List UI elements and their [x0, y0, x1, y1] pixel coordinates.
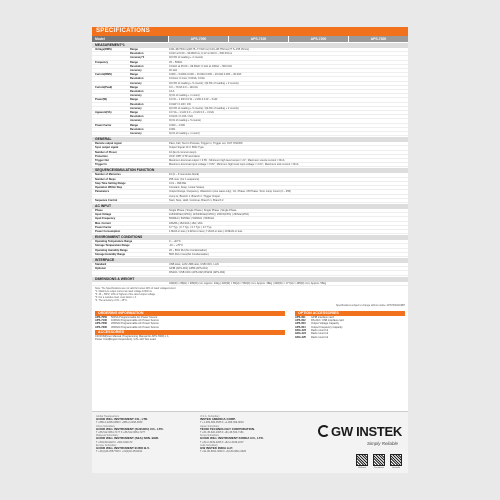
row-sublabel: Accuracy [130, 106, 142, 110]
row-label: Max. Current [95, 221, 111, 225]
environment-table [92, 240, 408, 257]
item-desc: Output Voltage Capacity [311, 322, 339, 326]
item-desc: GPIB interface card [311, 315, 334, 319]
section-sequence: SEQUENCE/SIMULATION FUNCTION [92, 168, 408, 173]
row-label [92, 94, 130, 97]
row-sublabel: Resolution [130, 102, 144, 106]
row-label: Standard [95, 262, 107, 266]
row-value: Maximum low level input voltage = 0.8V ; Minimum high level input voltage = 2.0V ; Maximum sink current = 8mA [169, 163, 299, 167]
row-sublabel: Range [130, 85, 138, 89]
row-label: Phase [95, 208, 103, 212]
qr-code-icon [356, 454, 368, 466]
table-row [92, 253, 408, 257]
row-value: 0.1A [169, 90, 175, 94]
item-code: APS-7050 [95, 315, 107, 319]
qr-label: Website [358, 467, 366, 469]
footer-nm: GOOD WILL INSTRUMENT KOREA CO., LTD. [200, 436, 264, 441]
measurement-table [92, 48, 408, 136]
row-value: 0.00~38.75Vrms(38.75~77.5Vrms) 0.00~38.75Vrms(77.5~155.0Vrms) [169, 48, 250, 51]
footer-tel: T +886-2-2268-0389 F +886-2-2268-0639 [96, 421, 143, 425]
row-label [92, 52, 130, 55]
row-value: ±(1% of reading + 1 count) [169, 94, 200, 98]
item-code: GRA-423 [295, 328, 306, 332]
footer-tel: T +1-909-399-3535 F +1-909-399-0819 [200, 421, 244, 425]
row-label [92, 103, 130, 106]
row-label: Power Factor [95, 123, 112, 127]
footer-nm: TEXIO TECHNOLOGY CORPORATION. [200, 426, 255, 431]
row-value: Start, Stop, Hold, Continue, Branch 1, Branch 2 [169, 198, 224, 202]
item-code: APS-001 [295, 315, 306, 319]
ordering-list [95, 316, 285, 329]
row-label: Storage Temperature Range [95, 244, 130, 248]
footer-hd: Malaysia Subsidiary [96, 434, 119, 438]
row-value: 50/60Hz | 50/60Hz | 50/60Hz | 50/60Hz [169, 217, 214, 221]
row-value: USB Host, LAN USB Host, USB CDC, LAN [169, 262, 219, 266]
row-label [92, 107, 130, 110]
footer-hd: U.S.A. Subsidiary [200, 415, 220, 418]
option-column [295, 311, 405, 342]
model-header [92, 36, 408, 42]
row-sublabel: Accuracy [130, 132, 142, 136]
footnote: *1: Maximum output current at rated voltage 100Vrms. [95, 289, 153, 293]
item-code: GRA-425 [295, 335, 306, 339]
row-label: Operating Temperature Range [95, 240, 133, 244]
row-value: 0.001 [169, 127, 176, 131]
section-acinput: AC INPUT [92, 204, 408, 209]
row-value: Single Phase | Single Phase | Single Phase | Single Phase [169, 208, 237, 212]
row-label [92, 271, 168, 274]
row-value: 0.000 ~ 1.000 [169, 123, 185, 127]
row-value: 0.01W / 0.1W / 1W [169, 102, 191, 106]
row-value: 1.8kVA or less | 3.3kVA or less | 7.2kVA or less | 10.8kVA or less [169, 229, 243, 233]
row-sublabel: Accuracy [130, 81, 142, 85]
row-label: Protection [95, 154, 108, 158]
list-item [95, 326, 285, 329]
row-label [92, 69, 130, 72]
qr-facebook[interactable] [373, 454, 385, 469]
footer-col-2 [200, 415, 300, 453]
item-code: APS-7200 [95, 322, 107, 326]
row-sublabel: Resolution [130, 127, 144, 131]
row-value: GPIB (APS-001) GPIB (APS-001) [169, 267, 208, 271]
section-measurement: MEASUREMENT*1 [92, 43, 408, 48]
table-row [92, 132, 408, 136]
row-sublabel: Resolution [130, 64, 144, 68]
row-value: 0.01V at 0.00 ~ 99.99Vrms; 0.1V at 100.0 ~ 500.0Vrms [169, 52, 233, 56]
brand-logo [318, 424, 402, 439]
item-desc: 500VA Programmable AC Power Source [111, 315, 158, 319]
row-label: Power Factor [95, 225, 112, 229]
footer-nm: GOOD WILL INSTRUMENT (SUZHOU) CO., LTD. [96, 426, 164, 431]
row-label: Storage Humidity Range [95, 252, 126, 256]
row-label [92, 282, 168, 285]
row-label [92, 128, 130, 131]
row-label: Frequency [95, 60, 109, 64]
row-sublabel: Range [130, 60, 138, 64]
row-value: ±0.1Hz [169, 69, 178, 73]
row-label: Number of Preset [95, 150, 117, 154]
table-row [92, 230, 408, 234]
row-label [92, 132, 130, 135]
footnote: Note: The Specifications are not valid for below 20% of rated voltage/current. [95, 286, 177, 290]
row-value: 10 (Ex-9 common keys) [169, 150, 197, 154]
row-label: Optional [95, 267, 106, 271]
brand-tagline: Simply Reliable [366, 441, 398, 446]
row-label: Input Frequency [95, 217, 116, 221]
ordering-column [95, 311, 285, 342]
item-desc: Rack mount kit [311, 335, 329, 339]
row-sublabel: Range [130, 123, 138, 127]
model-col: APS-7050 [168, 36, 228, 42]
row-value: 0.01VA / 0.1VA / 1VA [169, 115, 193, 119]
row-value: 0.0 W ~ 1 kW 0.0 W ~ 2 kW 0.0 W ~ 3 kW [169, 98, 218, 102]
option-list [295, 316, 405, 339]
row-label [92, 65, 130, 68]
row-label [92, 56, 130, 59]
row-sublabel: Range [130, 48, 138, 51]
row-sublabel: Range [130, 98, 138, 102]
footer-tel: T +82-2-3439-2205 F +82-2-3439-2207 [200, 440, 244, 444]
section-environment: ENVIRONMENT CONDITIONS [92, 235, 408, 240]
footer-hd: China Subsidiary [96, 424, 115, 428]
row-value: 20 ~ 80% RH (No Condensation) [169, 248, 207, 252]
list-item [295, 336, 405, 339]
row-value: 0.01Hz at 45.00 ~ 99.99Hz; 0.1Hz at 100Hz ~ 500.0Hz [169, 64, 232, 68]
qr-label: Facebook [374, 467, 384, 469]
row-sublabel: Accuracy*4 [130, 56, 145, 60]
row-value: ±(1% of reading + 5 counts) [169, 119, 201, 123]
row-label: Operating Humidity Range [95, 248, 128, 252]
item-code: APS-004 [295, 325, 306, 329]
footnote: *2: 45 ~ 65Hz; 10% of highest of the rated output voltage. [95, 292, 156, 296]
row-label [92, 90, 130, 93]
footer-nm: GOOD WILL INSTRUMENT EURO B.V. [96, 446, 150, 451]
row-value: 0.01mA; 0.1mA; 0.001A; 0.01A [169, 77, 205, 81]
row-sublabel: Range [130, 73, 138, 77]
footer-nm: GOOD WILL INSTRUMENT CO., LTD. [96, 417, 149, 422]
section-dimensions: DIMENSIONS & WEIGHT [92, 277, 408, 282]
footer-hd: Japan Subsidiary [200, 424, 220, 428]
row-sublabel: Accuracy [130, 69, 142, 73]
row-label [92, 82, 130, 85]
row-sublabel: Resolution [130, 115, 144, 119]
footer-tel: T +91-80-6811-0600 F +91-80-6811-0626 [200, 450, 247, 454]
row-label: Trigger Out [95, 159, 109, 163]
row-value: 0.000 ~ 5.000A 0.000 ~ 10.00A 0.000 ~ 20.00A 0.000 ~ 30.00A [169, 73, 242, 77]
row-label: Sync output signal [95, 146, 119, 150]
table-row [92, 163, 408, 167]
model-col: APS-7200 [288, 36, 348, 42]
row-sublabel: Range [130, 111, 138, 115]
item-desc: 2000VA Programmable AC Power Source [111, 322, 159, 326]
qr-linkedin[interactable] [390, 454, 402, 469]
qr-label: LinkedIn [391, 467, 401, 469]
item-code: APS-7300 [95, 325, 107, 329]
row-value: 18A/8A | 15A/10A | 16A | 20A [169, 221, 203, 225]
section-interface: INTERFACE [92, 258, 408, 263]
footer-hd: Global Headquarters [96, 415, 120, 418]
item-desc: Output Frequency Capacity [311, 325, 343, 329]
list-item [95, 338, 285, 341]
row-value: 0.7 Typ. | 0.7 Typ. | 0.7 Typ. | 0.7 Typ. [169, 225, 213, 229]
item-desc: Rack mount kit [311, 328, 329, 332]
general-table [92, 142, 408, 167]
row-value: 10 (0 ~ 9 memories block) [169, 173, 200, 177]
row-label: Parameters [95, 190, 110, 194]
item-desc: RS-232 / USB interface card [311, 319, 344, 323]
spec-notice: Specifications subject to change without notice. APS7000GD1BH [336, 303, 405, 307]
row-label: Current(RMS) [95, 73, 112, 77]
footer-tel: T +604-6111122 F +604-6111172 [96, 440, 133, 444]
footer-col-1 [96, 415, 196, 453]
item-desc: 3000VA Programmable AC Power Source [111, 325, 159, 329]
footer-hd: Korea Subsidiary [200, 434, 220, 438]
footer-nm: INSTEK AMERICA CORP. [200, 417, 236, 422]
footer-hd: India Subsidiary [200, 443, 218, 447]
row-value: ±(0.6% of reading + 5 counts); ±(0.6% of reading + 2 counts) [169, 106, 239, 110]
qr-code-icon [390, 454, 402, 466]
item-desc: Rack mount kit [311, 332, 329, 336]
sequence-table [92, 173, 408, 202]
row-label: Operation Within Step [95, 186, 123, 190]
item-desc: 1000VA Programmable AC Power Source [111, 319, 159, 323]
row-sublabel: Accuracy [130, 94, 142, 98]
footer-tel: T +31(0)40-2557790 F +31(0)40-2541194 [96, 450, 143, 454]
spec-sheet [92, 27, 408, 473]
item-desc: Power Cord(Region Dependent), GTL-123 Test Lead [95, 338, 156, 342]
item-desc: CD ROM(User Manual, Programming Manual for APS-7000) x 1, [95, 334, 170, 338]
page-title: SPECIFICATIONS [92, 27, 408, 36]
item-code: APS-002 [295, 319, 306, 323]
row-label: Trigger In [95, 163, 107, 167]
ordering-area [92, 311, 408, 342]
ordering-heading: ORDERING INFORMATION [95, 311, 285, 316]
model-col: APS-7100 [228, 36, 288, 42]
interface-table [92, 263, 408, 276]
item-code: APS-003 [295, 322, 306, 326]
row-label: Input Voltage [95, 213, 112, 217]
row-label: Current(Peak) [95, 85, 113, 89]
footnote: *3: For a resistive load, crest factor ≥ 3. [95, 295, 137, 299]
table-row [92, 271, 408, 275]
row-value: Constant, Keep, Linear Sweep [169, 186, 205, 190]
qr-code-icon [373, 454, 385, 466]
acinput-table [92, 209, 408, 234]
footer [92, 411, 408, 473]
row-value: 80% RH or less(No Condensation) [169, 252, 209, 256]
row-value: Pass, Fail, Test in Process, Trigger in, Trigger out, OUT ON/OFF [169, 142, 243, 146]
qr-website[interactable] [356, 454, 368, 469]
row-label: Apparent(VA) [95, 111, 112, 115]
row-label [92, 195, 168, 198]
footer-nm: GW INSTEK INDIA LLP. [200, 446, 233, 451]
row-value: Jump to, Branch 1, Branch 2, Trigger Output [169, 194, 220, 198]
row-sublabel: Accuracy [130, 119, 142, 123]
row-sublabel: Resolution [130, 90, 144, 94]
footer-tel: T +81-45-620-2305 F +81-45-534-7181 [200, 431, 244, 435]
table-row [92, 199, 408, 203]
row-label: Sequence Control [95, 198, 118, 202]
model-label: Model [92, 36, 168, 42]
row-value: ±(0.5% of reading + 2 counts) [169, 56, 204, 60]
row-value: Output Signal 10 V, BNC Type [169, 146, 204, 150]
section-general: GENERAL [92, 137, 408, 142]
row-value: -10 ~ +70°C [169, 244, 184, 248]
item-code: APS-7100 [95, 319, 107, 323]
brand-name: GW INSTEK [331, 424, 402, 439]
row-label: Number of Memories [95, 173, 121, 177]
row-value: Output Range, Frequency, Waveform (sine wave only), On, Phase, Off Phase, Term Jump Count (0 ~ 255) [169, 190, 291, 194]
model-col: APS-7300 [348, 36, 408, 42]
footnote: *4: The accuracy of 15 ~ 25°C. [95, 298, 128, 302]
row-value: 430(W) × 89(H) × 480(D) mm; Approx. 24kg | 430(W) × 89(H) × 560(D) mm; Approx. 38kg | 430(W) × 177(H) × 495(D) mm; Approx. 56kg [169, 281, 327, 285]
row-value: 255 max. (for 1 sequence) [169, 177, 200, 181]
footer-hd: Europe Subsidiary [96, 443, 117, 447]
row-label: Remote output signal [95, 142, 122, 146]
row-label: Power(W) [95, 98, 107, 102]
row-label [92, 119, 130, 122]
row-label [92, 77, 130, 80]
footer-tel: T +86-512-6661-7177 F +86-512-6661-7277 [96, 431, 146, 435]
row-label [92, 115, 130, 118]
accessories-heading: ACCESSORIES [95, 330, 285, 335]
qr-codes [356, 454, 402, 469]
item-code: GRA-424 [295, 332, 306, 336]
option-heading: OPTION ACCESSORIES [295, 311, 405, 316]
row-value: 0.0 ~ 70.0A 0.0 ~ 140.0A [169, 85, 198, 89]
accessories-list [95, 335, 285, 342]
row-value: 0.0 VA ~ 1 kVA 0.0 ~ 2 kVA 0.0 ~ 3 kVA [169, 111, 214, 115]
logo-swirl-icon [318, 425, 330, 437]
row-value: 0.01 ~ 999.99s [169, 181, 187, 185]
row-value: OCP, OPP, OTP and Alarm [169, 154, 200, 158]
row-value: ±(0.5% of reading + 5 counts); ±(0.5% of reading + 3 counts) [169, 81, 239, 85]
row-value: 0 ~ +40°C [169, 240, 181, 244]
row-sublabel: Resolution [130, 77, 144, 81]
row-sublabel: Resolution [130, 52, 144, 56]
row-label: Step Time Setting Range [95, 181, 126, 185]
row-value: RS232 / USB CDC (APS-002) RS232 (APS-002) [169, 271, 226, 275]
footer-nm: GOOD WILL INSTRUMENT (SEA) SDN. BHD. [96, 436, 159, 441]
footnotes [92, 286, 408, 303]
row-value: 45 ~ 500Hz [169, 60, 183, 64]
row-value: ±(1% of reading + 1 count) [169, 132, 200, 136]
row-label: Voltage(RMS) [95, 48, 112, 51]
row-label: Power Consumption [95, 229, 121, 233]
row-value: Maximum low level output = 0.8V ; Minimum high level output = 2V ; Maximum source current = 8mA [169, 159, 285, 163]
row-value: 115/230Vac(±15%) | 115/230Vac(±15%) | 230V±(15%) | 230Vac(15%) [169, 213, 249, 217]
row-label: Number of Steps [95, 177, 116, 181]
